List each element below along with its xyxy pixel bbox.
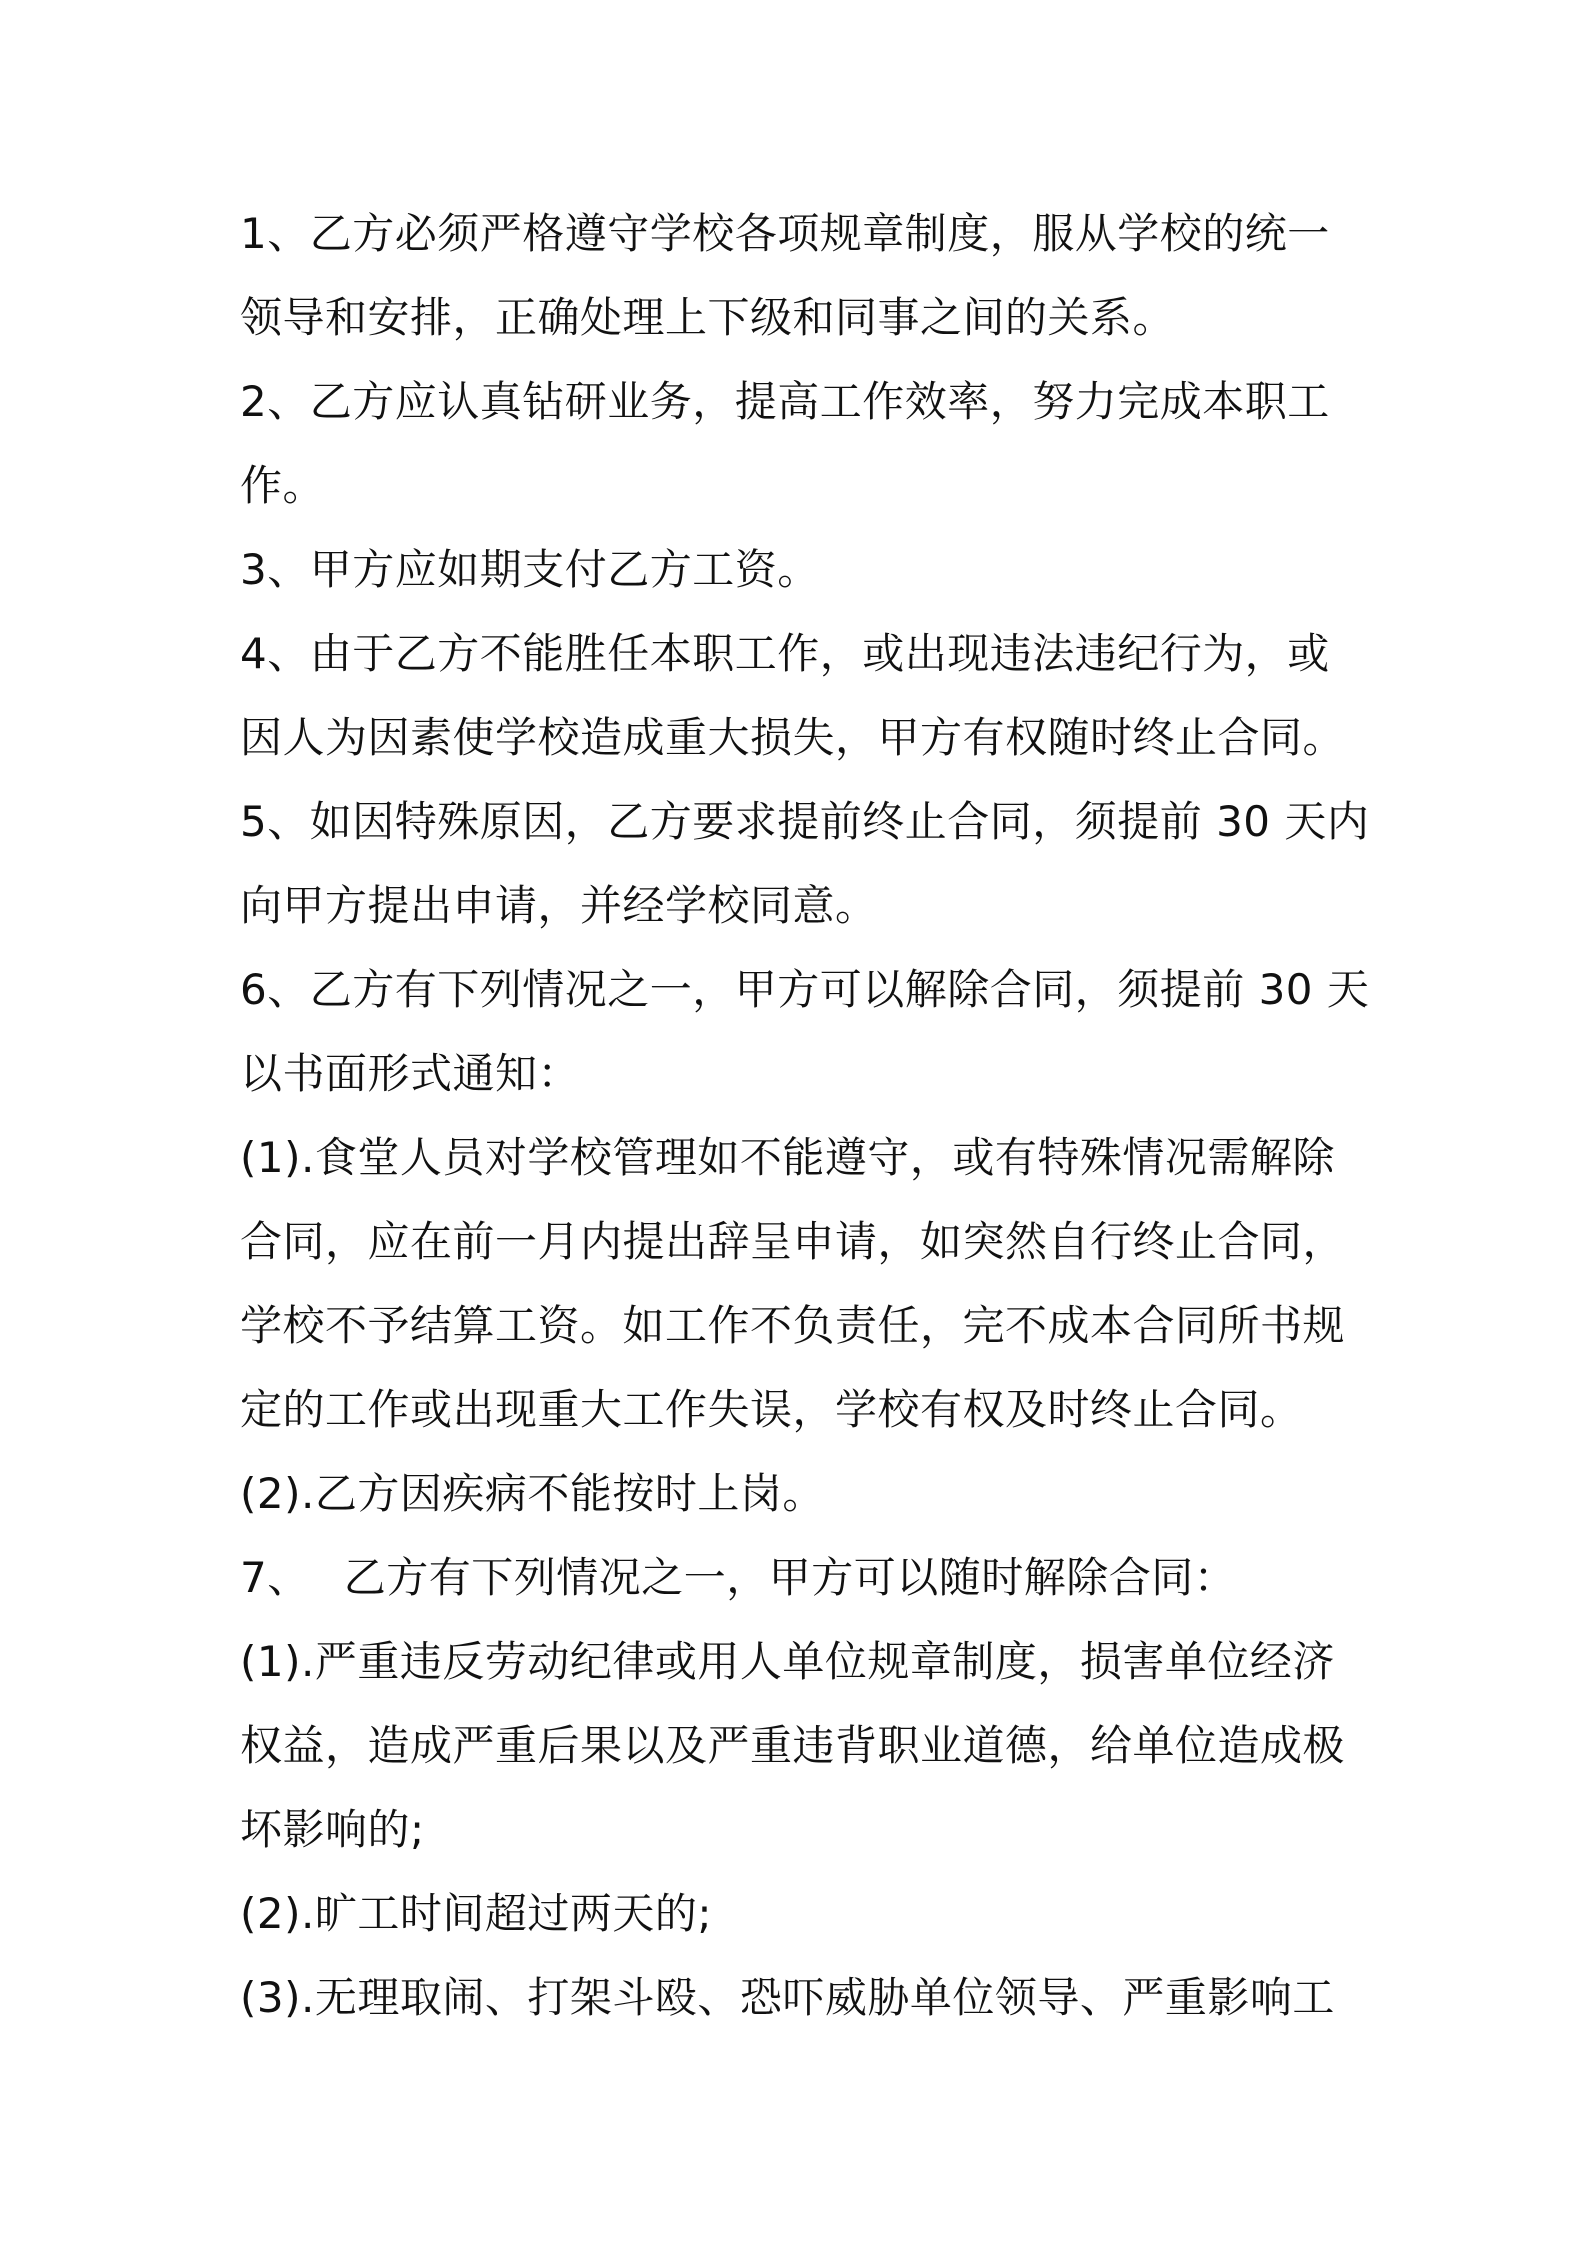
text-line-10: 6、乙方有下列情况之一，甲方可以解除合同，须提前 30 天 <box>240 965 1370 1014</box>
text-line-1: 1、乙方必须严格遵守学校各项规章制度，服从学校的统一 <box>240 209 1330 258</box>
text-line-13: 合同，应在前一月内提出辞呈申请，如突然自行终止合同， <box>240 1217 1346 1266</box>
item-text: 乙方有下列情况之一，甲方可以随时解除合同： <box>343 1553 1237 1602</box>
text-line-11: 以书面形式通知： <box>240 1049 581 1098</box>
text-line-18: (1).严重违反劳动纪律或用人单位规章制度，损害单位经济 <box>240 1637 1335 1686</box>
document-body <box>240 192 1370 2040</box>
text-line-5: 3、甲方应如期支付乙方工资。 <box>240 545 820 594</box>
text-line-2: 领导和安排，正确处理上下级和同事之间的关系。 <box>240 293 1176 342</box>
text-line-21: (2).旷工时间超过两天的; <box>240 1889 712 1938</box>
text-line-6: 4、由于乙方不能胜任本职工作，或出现违法违纪行为，或 <box>240 629 1330 678</box>
text-line-16: (2).乙方因疾病不能按时上岗。 <box>240 1469 825 1518</box>
text-line-9: 向甲方提出申请，并经学校同意。 <box>240 881 878 930</box>
text-line-20: 坏影响的; <box>240 1805 425 1854</box>
text-line-3: 2、乙方应认真钻研业务，提高工作效率，努力完成本职工 <box>240 377 1330 426</box>
item-number: 7、 <box>240 1553 310 1602</box>
text-line-17 <box>240 1536 1360 1620</box>
text-line-8: 5、如因特殊原因，乙方要求提前终止合同，须提前 30 天内 <box>240 797 1370 846</box>
text-line-14: 学校不予结算工资。如工作不负责任，完不成本合同所书规 <box>240 1301 1346 1350</box>
text-line-12: (1).食堂人员对学校管理如不能遵守，或有特殊情况需解除 <box>240 1133 1335 1182</box>
text-line-19: 权益，造成严重后果以及严重违背职业道德，给单位造成极 <box>240 1721 1346 1770</box>
text-line-4: 作。 <box>240 461 326 510</box>
text-line-22: (3).无理取闹、打架斗殴、恐吓威胁单位领导、严重影响工 <box>240 1973 1335 2022</box>
text-line-7: 因人为因素使学校造成重大损失，甲方有权随时终止合同。 <box>240 713 1346 762</box>
text-line-15: 定的工作或出现重大工作失误，学校有权及时终止合同。 <box>240 1385 1303 1434</box>
